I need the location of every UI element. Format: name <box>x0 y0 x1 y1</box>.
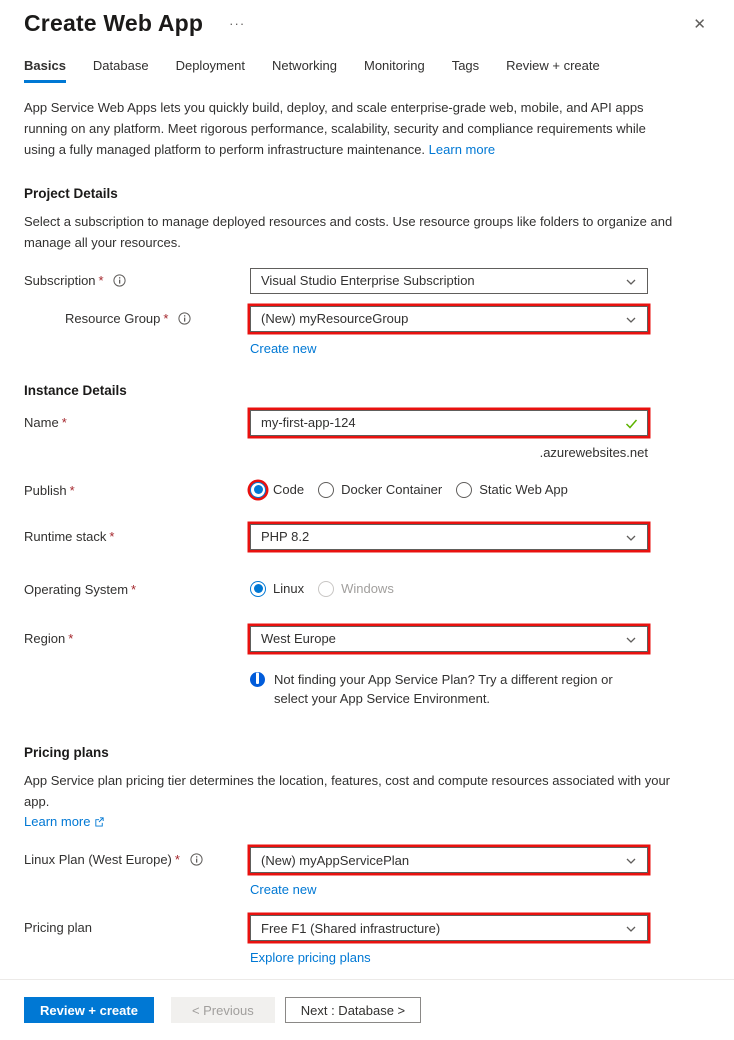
chevron-down-icon <box>625 276 637 291</box>
tab-database[interactable]: Database <box>92 58 149 73</box>
radio-icon <box>318 482 334 498</box>
linux-plan-value: (New) myAppServicePlan <box>261 852 410 868</box>
tab-basics[interactable]: Basics <box>24 58 66 83</box>
intro-description: App Service Web Apps lets you quickly build, deploy, and scale enterprise-grade web, mobile, and API apps running on any platform. Meet rigorous performance, scalability, security and compliance requirements while using a fully managed platform to perform infrastructure maintenance. <box>24 100 646 157</box>
linux-plan-info-icon[interactable] <box>190 853 203 871</box>
operating-system-radio-group <box>250 577 648 597</box>
publish-option-static-web-app[interactable]: Static Web App <box>456 482 568 498</box>
external-link-icon <box>94 816 105 827</box>
region-info-row <box>24 670 710 709</box>
more-options-icon[interactable]: ··· <box>229 16 246 31</box>
required-marker: * <box>68 630 74 646</box>
chevron-down-icon <box>625 314 637 329</box>
radio-disabled-icon <box>318 581 334 597</box>
chevron-down-icon <box>625 532 637 547</box>
info-icon <box>250 672 265 687</box>
name-input[interactable] <box>261 415 637 430</box>
region-dropdown[interactable] <box>250 626 648 652</box>
intro-text <box>24 98 674 160</box>
radio-selected-icon <box>250 581 266 597</box>
publish-option-code[interactable]: Code <box>250 482 304 498</box>
region-row <box>24 626 710 652</box>
radio-selected-icon <box>250 482 266 498</box>
previous-button[interactable]: < Previous <box>171 997 275 1023</box>
explore-pricing-plans-link[interactable]: Explore pricing plans <box>250 950 371 966</box>
chevron-down-icon <box>625 634 637 649</box>
required-marker: * <box>69 482 75 498</box>
radio-icon <box>456 482 472 498</box>
publish-option-docker-container[interactable]: Docker Container <box>318 482 442 498</box>
publish-radio-group <box>250 478 648 498</box>
domain-suffix: .azurewebsites.net <box>539 444 648 460</box>
required-marker: * <box>109 528 115 544</box>
subscription-dropdown[interactable] <box>250 268 648 294</box>
runtime-stack-dropdown[interactable] <box>250 524 648 550</box>
runtime-stack-row <box>24 524 710 550</box>
resource-group-dropdown[interactable] <box>250 306 648 332</box>
linux-plan-row <box>24 847 710 897</box>
pricing-plan-label: Pricing plan <box>24 920 92 936</box>
page-title: Create Web App <box>24 10 204 36</box>
app-service-plan-info-note <box>250 670 648 709</box>
required-marker: * <box>98 272 104 288</box>
required-marker: * <box>61 414 67 430</box>
operating-system-row <box>24 577 710 599</box>
pricing-plans-description: App Service plan pricing tier determines the location, features, cost and compute resources associated with your app. Learn more <box>24 772 671 830</box>
intro-learn-more-link[interactable]: Learn more <box>428 141 496 157</box>
tab-monitoring[interactable]: Monitoring <box>363 58 425 73</box>
os-option-linux[interactable]: Linux <box>250 581 304 597</box>
runtime-stack-value: PHP 8.2 <box>261 529 310 545</box>
tab-review-create[interactable]: Review + create <box>506 58 600 73</box>
next-database-button[interactable]: Next : Database > <box>285 997 421 1023</box>
pricing-plan-value: Free F1 (Shared infrastructure) <box>261 920 441 936</box>
publish-row <box>24 478 710 500</box>
required-marker: * <box>174 852 180 868</box>
pricing-plan-row <box>24 915 710 965</box>
wizard-tabs <box>24 58 710 83</box>
region-value: West Europe <box>261 631 336 647</box>
pricing-plan-dropdown[interactable] <box>250 915 648 941</box>
project-details-heading: Project Details <box>24 186 118 202</box>
subscription-info-icon[interactable] <box>113 274 126 292</box>
tab-deployment[interactable]: Deployment <box>175 58 245 73</box>
name-row <box>24 410 710 460</box>
resource-group-row <box>24 306 710 356</box>
subscription-label: Subscription * <box>24 268 250 292</box>
resource-group-value: (New) myResourceGroup <box>261 311 409 327</box>
required-marker: * <box>131 581 137 597</box>
resource-group-label: Resource Group * <box>24 306 250 330</box>
subscription-value: Visual Studio Enterprise Subscription <box>261 273 475 289</box>
linux-plan-create-new-link[interactable]: Create new <box>250 882 317 898</box>
header <box>24 0 710 37</box>
publish-label: Publish * <box>24 482 75 498</box>
review-create-button[interactable]: Review + create <box>24 997 154 1023</box>
resource-group-info-icon[interactable] <box>178 312 191 330</box>
runtime-stack-label: Runtime stack * <box>24 528 115 544</box>
close-icon[interactable]: ✕ <box>693 15 706 33</box>
linux-plan-label: Linux Plan (West Europe) * <box>24 847 250 871</box>
os-option-windows[interactable]: Windows <box>318 581 394 597</box>
valid-checkmark-icon <box>624 416 639 434</box>
linux-plan-dropdown[interactable] <box>250 847 648 873</box>
required-marker: * <box>163 310 169 326</box>
instance-details-heading: Instance Details <box>24 382 127 398</box>
tab-networking[interactable]: Networking <box>271 58 337 73</box>
name-field-wrapper <box>250 410 648 436</box>
pricing-plans-heading: Pricing plans <box>24 744 109 760</box>
operating-system-label: Operating System * <box>24 581 137 597</box>
chevron-down-icon <box>625 855 637 870</box>
resource-group-create-new-link[interactable]: Create new <box>250 340 317 356</box>
pricing-learn-more-link[interactable]: Learn more <box>24 814 105 829</box>
info-note-text: Not finding your App Service Plan? Try a different region or select your App Service Environment. <box>274 671 613 707</box>
footer <box>0 980 734 1040</box>
project-details-description: Select a subscription to manage deployed resources and costs. Use resource groups like folders to organize and manage all your resources. <box>24 214 673 251</box>
name-label: Name * <box>24 414 67 430</box>
region-label: Region * <box>24 630 74 646</box>
tab-tags[interactable]: Tags <box>451 58 480 73</box>
subscription-row <box>24 268 710 294</box>
chevron-down-icon <box>625 923 637 938</box>
